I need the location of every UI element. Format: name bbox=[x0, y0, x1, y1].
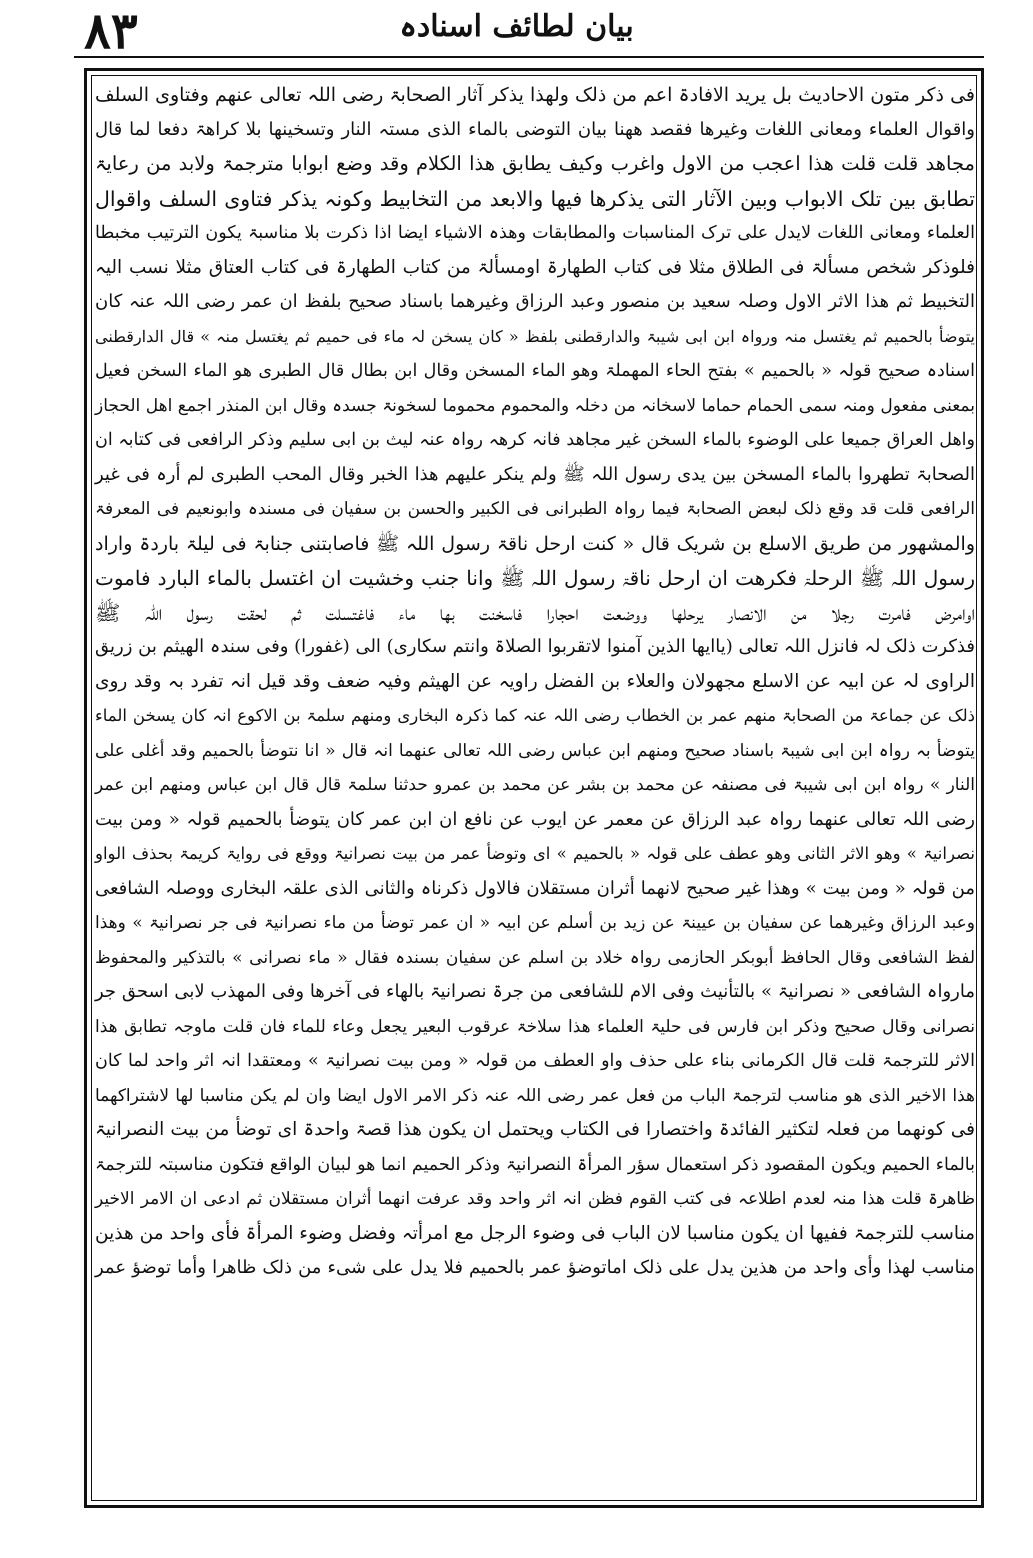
text-line: التخبیط ثم ھذا الاثر الاول وصلہ سعید بن منصور وعبد الرزاق وغیرھما باسناد صحیح بلفظ ان عمر رضی اللہ عنہ کان bbox=[95, 291, 975, 312]
text-line: والمشھور من طریق الاسلع بن شریک قال « کنت ارحل ناقۃ رسول اللہ ﷺ فاصابتنی جنابۃ فی لیلۃ باردۃ واراد bbox=[95, 532, 975, 555]
text-line: یتوضأ بہ رواہ ابن ابی شیبۃ باسناد صحیح ومنھم ابن عباس رضی اللہ تعالی عنھما انہ قال « انا نتوضأ بالحمیم وقد أغلی علی bbox=[95, 740, 975, 761]
running-header: بیان لطائف اسنادہ bbox=[399, 9, 634, 44]
text-line: لفظ الشافعی وقال الحافظ أبوبکر الحازمی رواہ خلاد بن اسلم عن سفیان بسندہ فقال « ماء نصرانی » بالتذکیر والمحفوظ bbox=[95, 947, 975, 968]
text-line: فلوذکر شخص مسألۃ فی الطلاق مثلا فی کتاب الطھارۃ اومسألۃ من کتاب الطھارۃ فی کتاب العتاق مثلا نسب الیہ bbox=[95, 256, 975, 278]
text-line: وعبد الرزاق وغیرھما عن سفیان بن عیینۃ عن زید بن أسلم عن ابیہ « ان عمر توضأ من ماء نصرانیۃ فی جر نصرانیۃ » وھذا bbox=[95, 913, 975, 933]
text-line: مجاھد قلت قلت ھذا اعجب من الاول واغرب وکیف یطابق ھذا الکلام وقد وضع ابوابا مترجمۃ ولابد من رعایۃ bbox=[95, 152, 975, 175]
text-line: فذکرت ذلک لہ فانزل اللہ تعالی (یاایھا الذین آمنوا لاتقربوا الصلاۃ وانتم سکاری) الی (غفورا) وفی سندہ الھیثم بن زریق bbox=[95, 636, 975, 657]
text-line: فی کونھما من فعلہ لتکثیر الفائدۃ واختصارا فی الکتاب ویحتمل ان یکون ھذا قصۃ واحدۃ ای توضأ من بیت النصرانیۃ bbox=[95, 1119, 975, 1140]
text-line: الصحابۃ تطھروا بالماء المسخن بین یدی رسول اللہ ﷺ ولم ینکر علیھم ھذا الخبر وقال المحب الطبری لم أرہ فی غیر bbox=[95, 463, 975, 485]
text-line: فی ذکر متون الاحادیث بل یرید الافادۃ اعم من ذلک ولھذا یذکر آثار الصحابۃ رضی اللہ تعالی عنھم وفتاوی السلف bbox=[95, 84, 975, 106]
text-line: ھذا الاخیر الذی ھو مناسب لترجمۃ الباب من فعل عمر رضی اللہ عنہ ذکر الامر الاول ایضا وان لم یکن مناسبا لھا لاشتراکھما bbox=[95, 1085, 975, 1106]
text-line: رضی اللہ تعالی عنھما رواہ عبد الرزاق عن معمر عن ایوب عن نافع ان ابن عمر کان یتوضأ بالحمیم قولہ « ومن بیت bbox=[95, 808, 975, 830]
text-line: اسنادہ صحیح قولہ « بالحمیم » بفتح الحاء المھملۃ وھو الماء المسخن وقال ابن بطال قال الطبری ھو الماء السخن فعیل bbox=[95, 361, 975, 381]
text-line: یتوضأ بالحمیم ثم یغتسل منہ ورواہ ابن ابی شیبۃ والدارقطنی بلفظ « کان یسخن لہ ماء فی حمیم ثم یغتسل منہ » قال الدارقطنی bbox=[95, 326, 975, 346]
text-line: النار » رواہ ابن ابی شیبۃ فی مصنفہ عن محمد بن بشر عن محمد بن عمرو حدثنا سلمۃ قال قال ابن عباس ومنھم ابن عمر bbox=[95, 775, 975, 795]
text-line: نصرانی وقال صحیح وذکر ابن فارس فی حلیۃ العلماء ھذا سلاخۃ عرقوب البعیر یجعل وعاء للماء فان قلت ماوجہ تطابق ھذا bbox=[95, 1016, 975, 1037]
text-line: من قولہ « ومن بیت » وھذا غیر صحیح لانھما أثران مستقلان فالاول ذکرناہ والثانی الذی علقہ البخاری ووصلہ الشافعی bbox=[95, 877, 975, 899]
text-line: ظاھرۃ قلت ھذا منہ لعدم اطلاعہ فی کتب القوم فظن انہ اثر واحد وقد عرفت انھما أثران مستقلان ثم ادعی ان الامر الاخیر bbox=[95, 1189, 975, 1209]
text-line: واھل العراق جمیعا علی الوضوء بالماء السخن غیر مجاھد فانہ کرھہ رواہ عنہ لیث بن ابی سلیم وذکر الرافعی فی کتابہ ان bbox=[95, 430, 975, 450]
text-line: الاثر للترجمۃ قلت قال الکرمانی بناء علی حذف واو العطف من قولہ « ومن بیت نصرانیۃ » ومعتقدا انہ اثر واحد لما کان bbox=[95, 1051, 975, 1071]
text-line: مناسب لھذا وأی واحد من ھذین یدل علی ذلک اماتوضؤ عمر بالحمیم فلا یدل علی شیء من ذلک ظاھرا وأما توضؤ عمر bbox=[95, 1257, 975, 1278]
text-line: اوامرض فامرت رجلا من الانصار یرحلھا ووضعت احجارا فاسخنت بھا ماء فاغتسلت ثم لحقت رسول اللہ ﷺ bbox=[95, 600, 975, 625]
text-line: تطابق بین تلک الابواب وبین الآثار التی یذکرھا فیھا والابعد من التخابیط وکونہ یذکر فتاوی السلف واقوال bbox=[95, 186, 975, 211]
text-line: نصرانیۃ » وھو الاثر الثانی وھو عطف علی قولہ « بالحمیم » ای وتوضأ عمر من بیت نصرانیۃ ووقع فی روایۃ کریمۃ بحذف الواو bbox=[95, 844, 975, 863]
text-line: ذلک عن جماعۃ من الصحابۃ منھم عمر بن الخطاب رضی اللہ عنہ کما ذکرہ البخاری ومنھم سلمۃ بن الاکوع انہ کان یسخن الماء bbox=[95, 706, 975, 725]
text-line: الراوی لہ عن ابیہ عن الاسلع مجھولان والعلاء بن الفضل راویہ عن الھیثم وفیہ ضعف وقد قیل انہ تفرد بہ وقد روی bbox=[95, 670, 975, 692]
text-line: العلماء ومعانی اللغات لایدل علی ترک المناسبات والمطابقات وھذہ الاشیاء ایضا اذا ذکرت بلا مناسبۃ یکون الترتیب مخبطا bbox=[95, 223, 975, 243]
page-number: ۸۳ bbox=[84, 1, 138, 60]
text-line: بالماء الحمیم ویکون المقصود ذکر استعمال سؤر المرأۃ النصرانیۃ وذکر الحمیم انما ھو لبیان الواقع فتکون مناسبتہ للترجمۃ bbox=[95, 1154, 975, 1175]
text-line: الرافعی قلت قد وقع ذلک لبعض الصحابۃ فیما رواہ الطبرانی فی الکبیر والحسن بن سفیان فی مسندہ وابونعیم فی المعرفۃ bbox=[95, 499, 975, 519]
text-line: واقوال العلماء ومعانی اللغات وغیرھا فقصد ھھنا بیان التوضی بالماء الذی مستہ النار وتسخینھا بلا کراھۃ دفعا لما قال bbox=[95, 118, 975, 140]
text-line: بمعنی مفعول ومنہ سمی الحمام حماما لاسخانہ من دخلہ والمحموم محموما لسخونۃ جسدہ وقال ابن المنذر اجمع اھل الحجاز bbox=[95, 395, 975, 416]
text-line: مارواہ الشافعی « نصرانیۃ » بالتأنیث وفی الام للشافعی من جرۃ نصرانیۃ بالھاء فی آخرھا وفی المھذب لابی اسحق جر bbox=[95, 981, 975, 1002]
body-text bbox=[93, 78, 977, 1498]
text-line: رسول اللہ ﷺ الرحلۃ فکرھت ان ارحل ناقۃ رسول اللہ ﷺ وانا جنب وخشیت ان اغتسل بالماء البارد فاموت bbox=[95, 566, 975, 590]
text-line: مناسب للترجمۃ ففیھا ان یکون مناسبا لان الباب فی وضوء الرجل مع امرأتہ وفضل وضوء المرأۃ فأی واحد من ھذین bbox=[95, 1222, 975, 1244]
header-rule bbox=[74, 56, 984, 58]
